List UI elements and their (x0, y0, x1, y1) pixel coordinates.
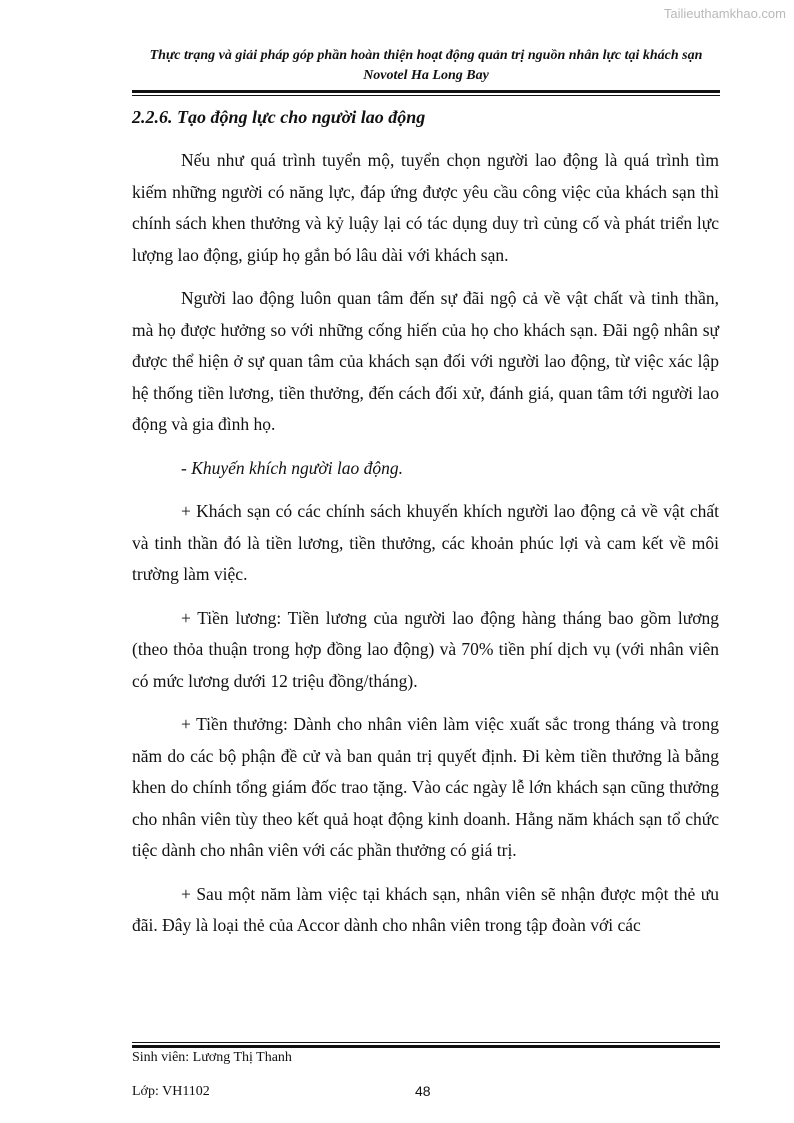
subheading-khuyen-khich: - Khuyến khích người lao động. (181, 457, 404, 478)
header-line-2: Novotel Ha Long Bay (363, 68, 489, 83)
running-header (132, 46, 720, 86)
watermark: Tailieuthamkhao.com (663, 6, 786, 21)
section-title: 2.2.6. Tạo động lực cho người lao động (132, 107, 426, 127)
paragraph-2: Người lao động luôn quan tâm đến sự đãi ngộ cả về vật chất và tinh thần, mà họ được hưởng so với những cống hiến của họ cho khách sạn. Đãi ngộ nhân sự được thể hiện ở sự quan tâm của khách sạn đối với người lao động, từ việc xác lập hệ thống tiền lương, tiền thưởng, đến cách đối xử, đánh giá, quan tâm tới người lao động và gia đình họ. (132, 288, 719, 434)
footer-rule (132, 1042, 720, 1048)
header-line-1: Thực trạng và giải pháp góp phần hoàn thiện hoạt động quản trị nguồn nhân lực tại khách sạn (149, 48, 703, 63)
paragraph-5: + Tiền thưởng: Dành cho nhân viên làm việc xuất sắc trong tháng và trong năm do các bộ phận đề cử và ban quản trị quyết định. Đi kèm tiền thưởng là bằng khen do chính tổng giám đốc trao tặng. Vào các ngày lễ lớn khách sạn cũng thưởng cho nhân viên tùy theo kết quả hoạt động kinh doanh. Hằng năm khách sạn tổ chức tiệc dành cho nhân viên với các phần thưởng có giá trị. (132, 714, 719, 860)
header-rule (132, 90, 720, 96)
paragraph-6: + Sau một năm làm việc tại khách sạn, nhân viên sẽ nhận được một thẻ ưu đãi. Đây là loại thẻ của Accor dành cho nhân viên trong tập đoàn với các (132, 883, 719, 935)
page-number: 48 (415, 1083, 431, 1099)
footer-class: Lớp: VH1102 (132, 1084, 210, 1099)
paragraph-1: Nếu như quá trình tuyển mộ, tuyển chọn người lao động là quá trình tìm kiếm những người có năng lực, đáp ứng được yêu cầu công việc của khách sạn thì chính sách khen thưởng và kỷ luậy lại có tác dụng duy trì củng cố và phát triển lực lượng lao động, giúp họ gắn bó lâu dài với khách sạn. (132, 150, 719, 265)
body-text (132, 145, 719, 954)
paragraph-3: + Khách sạn có các chính sách khuyến khích người lao động cả về vật chất và tinh thần đó là tiền lương, tiền thưởng, các khoản phúc lợi và cam kết về môi trường làm việc. (132, 501, 719, 584)
paragraph-4: + Tiền lương: Tiền lương của người lao động hàng tháng bao gồm lương (theo thỏa thuận trong hợp đồng lao động) và 70% tiền phí dịch vụ (với nhân viên có mức lương dưới 12 triệu đồng/tháng). (132, 607, 719, 691)
footer-student: Sinh viên: Lương Thị Thanh (132, 1050, 292, 1065)
